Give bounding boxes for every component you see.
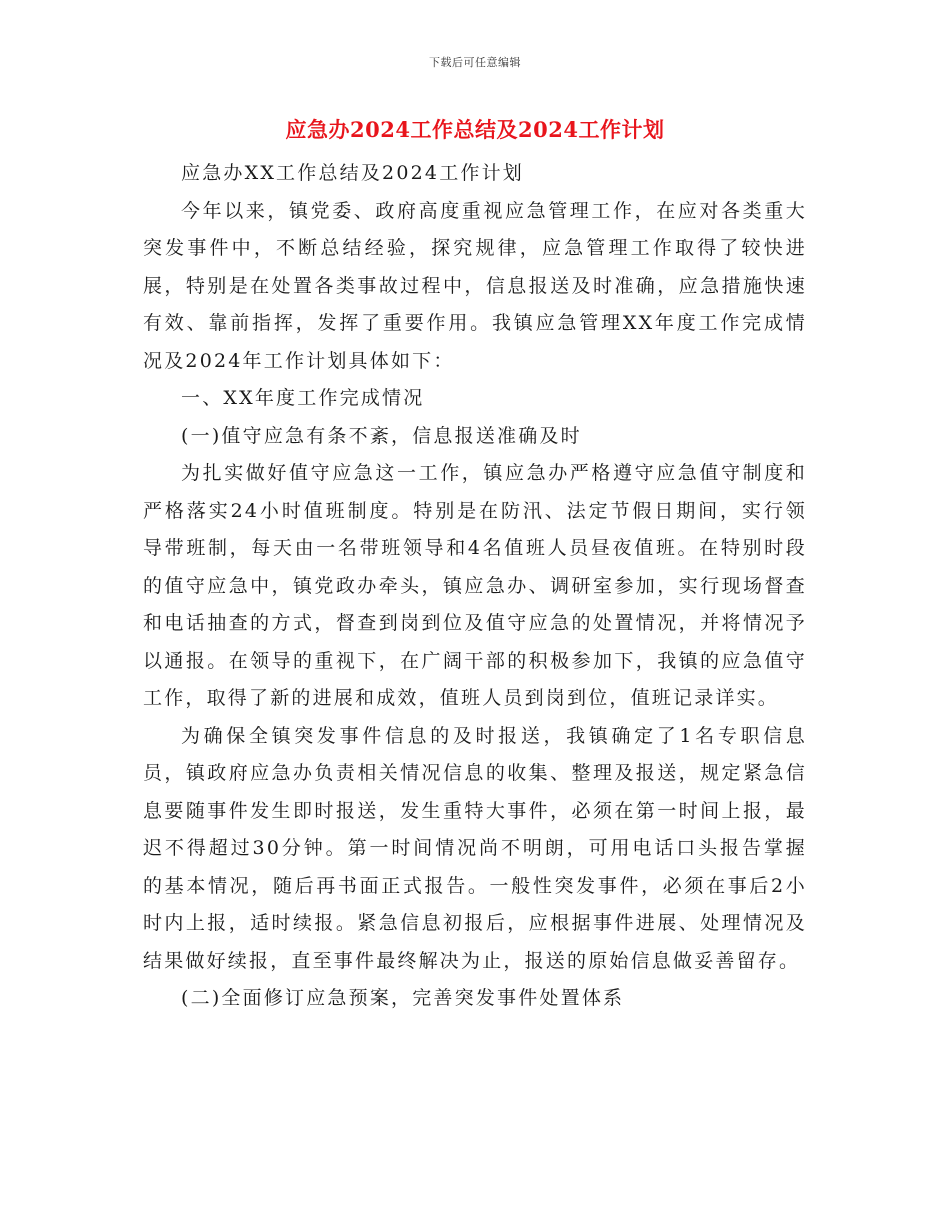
paragraph-reporting: 为确保全镇突发事件信息的及时报送，我镇确定了1名专职信息员，镇政府应急办负责相关情况信息的收集、整理及报送，规定紧急信息要随事件发生即时报送，发生重特大事件，必须在第一时间上报，最迟不得超过30分钟。第一时间情况尚不明朗，可用电话口头报告掌握的基本情况，随后再书面正式报告。一般性突发事件，必须在事后2小时内上报，适时续报。紧急信息初报后，应根据事件进展、处理情况及结果做好续报，直至事件最终解决为止，报送的原始信息做妥善留存。: [143, 724, 807, 972]
document-title: 应急办2024工作总结及2024工作计划: [285, 117, 665, 142]
paragraph-intro: 今年以来，镇党委、政府高度重视应急管理工作，在应对各类重大突发事件中，不断总结经验，探究规律，应急管理工作取得了较快进展，特别是在处置各类事故过程中，信息报送及时准确，应急措施快速有效、靠前指挥，发挥了重要作用。我镇应急管理XX年度工作完成情况及2024年工作计划具体如下：: [143, 199, 807, 372]
paragraph-duty: 为扎实做好值守应急这一工作，镇应急办严格遵守应急值守制度和严格落实24小时值班制度。特别是在防汛、法定节假日期间，实行领导带班制，每天由一名带班领导和4名值班人员昼夜值班。在特别时段的值守应急中，镇党政办牵头，镇应急办、调研室参加，实行现场督查和电话抽查的方式，督查到岗到位及值守应急的处置情况，并将情况予以通报。在领导的重视下，在广阔干部的积极参加下，我镇的应急值守工作，取得了新的进展和成效，值班人员到岗到位，值班记录详实。: [143, 462, 807, 709]
section-heading-1: 一、XX年度工作完成情况: [181, 387, 425, 409]
header-note: 下载后可任意编辑: [429, 56, 521, 69]
subsection-heading-2: (二)全面修订应急预案，完善突发事件处置体系: [181, 987, 625, 1009]
document-body: [143, 155, 807, 1018]
paragraph-subtitle: 应急办XX工作总结及2024工作计划: [181, 162, 525, 184]
subsection-heading-1: (一)值守应急有条不紊，信息报送准确及时: [181, 424, 582, 447]
